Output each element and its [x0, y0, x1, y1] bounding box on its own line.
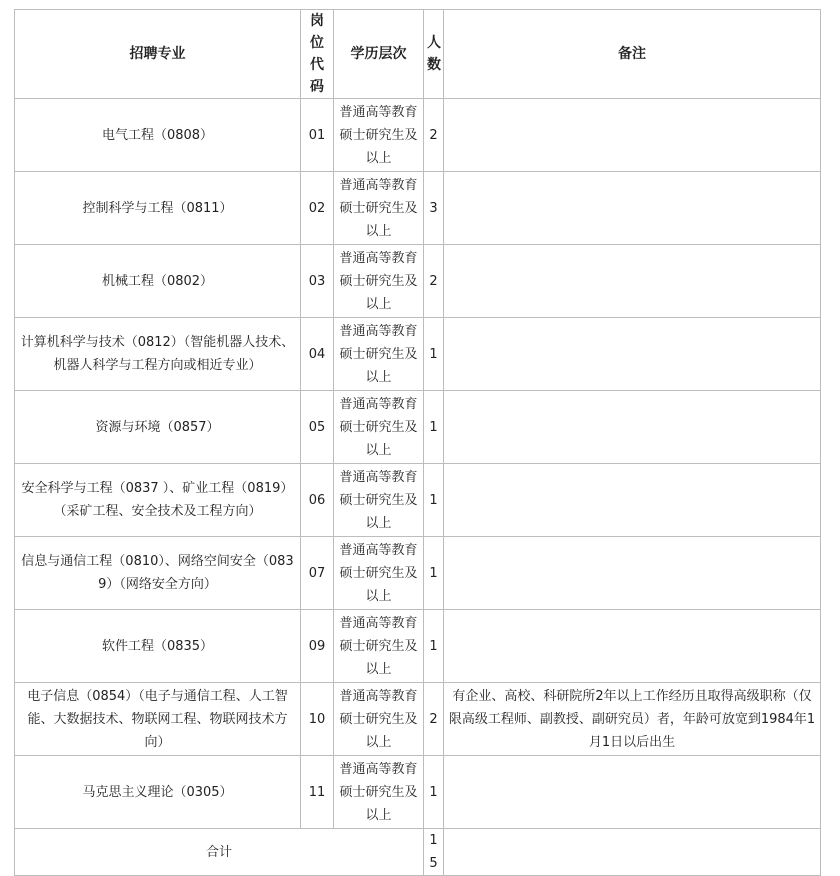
code-cell: 11: [301, 756, 334, 829]
level-cell: 普通高等教育硕士研究生及以上: [334, 756, 424, 829]
table-row: [15, 99, 821, 172]
header-major: 招聘专业: [15, 10, 301, 99]
note-cell: [444, 464, 821, 537]
level-cell: 普通高等教育硕士研究生及以上: [334, 683, 424, 756]
table-row: [15, 683, 821, 756]
level-cell: 普通高等教育硕士研究生及以上: [334, 318, 424, 391]
major-cell: 电气工程（0808）: [15, 99, 301, 172]
recruitment-table: [14, 9, 821, 876]
count-cell: 1: [424, 391, 444, 464]
code-cell: 05: [301, 391, 334, 464]
count-cell: 2: [424, 99, 444, 172]
major-cell: 机械工程（0802）: [15, 245, 301, 318]
note-cell: [444, 99, 821, 172]
header-count: 人数: [424, 10, 444, 99]
code-cell: 10: [301, 683, 334, 756]
major-cell: 资源与环境（0857）: [15, 391, 301, 464]
count-cell: 2: [424, 683, 444, 756]
table-row: [15, 610, 821, 683]
major-cell: 控制科学与工程（0811）: [15, 172, 301, 245]
level-cell: 普通高等教育硕士研究生及以上: [334, 99, 424, 172]
level-cell: 普通高等教育硕士研究生及以上: [334, 464, 424, 537]
level-cell: 普通高等教育硕士研究生及以上: [334, 172, 424, 245]
count-cell: 1: [424, 610, 444, 683]
major-cell: 马克思主义理论（0305）: [15, 756, 301, 829]
note-cell: 有企业、高校、科研院所2年以上工作经历且取得高级职称（仅限高级工程师、副教授、副研究员）者，年龄可放宽到1984年1月1日以后出生: [444, 683, 821, 756]
note-cell: [444, 318, 821, 391]
total-count: 15: [424, 829, 444, 876]
code-cell: 09: [301, 610, 334, 683]
major-cell: 电子信息（0854）（电子与通信工程、人工智能、大数据技术、物联网工程、物联网技术方向）: [15, 683, 301, 756]
code-cell: 06: [301, 464, 334, 537]
count-cell: 3: [424, 172, 444, 245]
table-row: [15, 318, 821, 391]
note-cell: [444, 245, 821, 318]
count-cell: 1: [424, 464, 444, 537]
table-row: [15, 172, 821, 245]
major-cell: 信息与通信工程（0810）、网络空间安全（0839）（网络安全方向）: [15, 537, 301, 610]
count-cell: 1: [424, 756, 444, 829]
header-code: 岗位代码: [301, 10, 334, 99]
level-cell: 普通高等教育硕士研究生及以上: [334, 537, 424, 610]
table-row: [15, 464, 821, 537]
note-cell: [444, 610, 821, 683]
total-label: 合计: [15, 829, 424, 876]
note-cell: [444, 172, 821, 245]
note-cell: [444, 537, 821, 610]
table-row: [15, 391, 821, 464]
major-cell: 软件工程（0835）: [15, 610, 301, 683]
major-cell: 安全科学与工程（0837 ）、矿业工程（0819）（采矿工程、安全技术及工程方向）: [15, 464, 301, 537]
level-cell: 普通高等教育硕士研究生及以上: [334, 610, 424, 683]
code-cell: 01: [301, 99, 334, 172]
count-cell: 1: [424, 537, 444, 610]
level-cell: 普通高等教育硕士研究生及以上: [334, 391, 424, 464]
header-note: 备注: [444, 10, 821, 99]
level-cell: 普通高等教育硕士研究生及以上: [334, 245, 424, 318]
code-cell: 03: [301, 245, 334, 318]
total-row: [15, 829, 821, 876]
header-row: [15, 10, 821, 99]
major-cell: 计算机科学与技术（0812）（智能机器人技术、机器人科学与工程方向或相近专业）: [15, 318, 301, 391]
code-cell: 07: [301, 537, 334, 610]
count-cell: 1: [424, 318, 444, 391]
code-cell: 02: [301, 172, 334, 245]
total-note-cell: [444, 829, 821, 876]
header-level: 学历层次: [334, 10, 424, 99]
table-row: [15, 245, 821, 318]
note-cell: [444, 391, 821, 464]
count-cell: 2: [424, 245, 444, 318]
table-row: [15, 537, 821, 610]
table-row: [15, 756, 821, 829]
note-cell: [444, 756, 821, 829]
code-cell: 04: [301, 318, 334, 391]
